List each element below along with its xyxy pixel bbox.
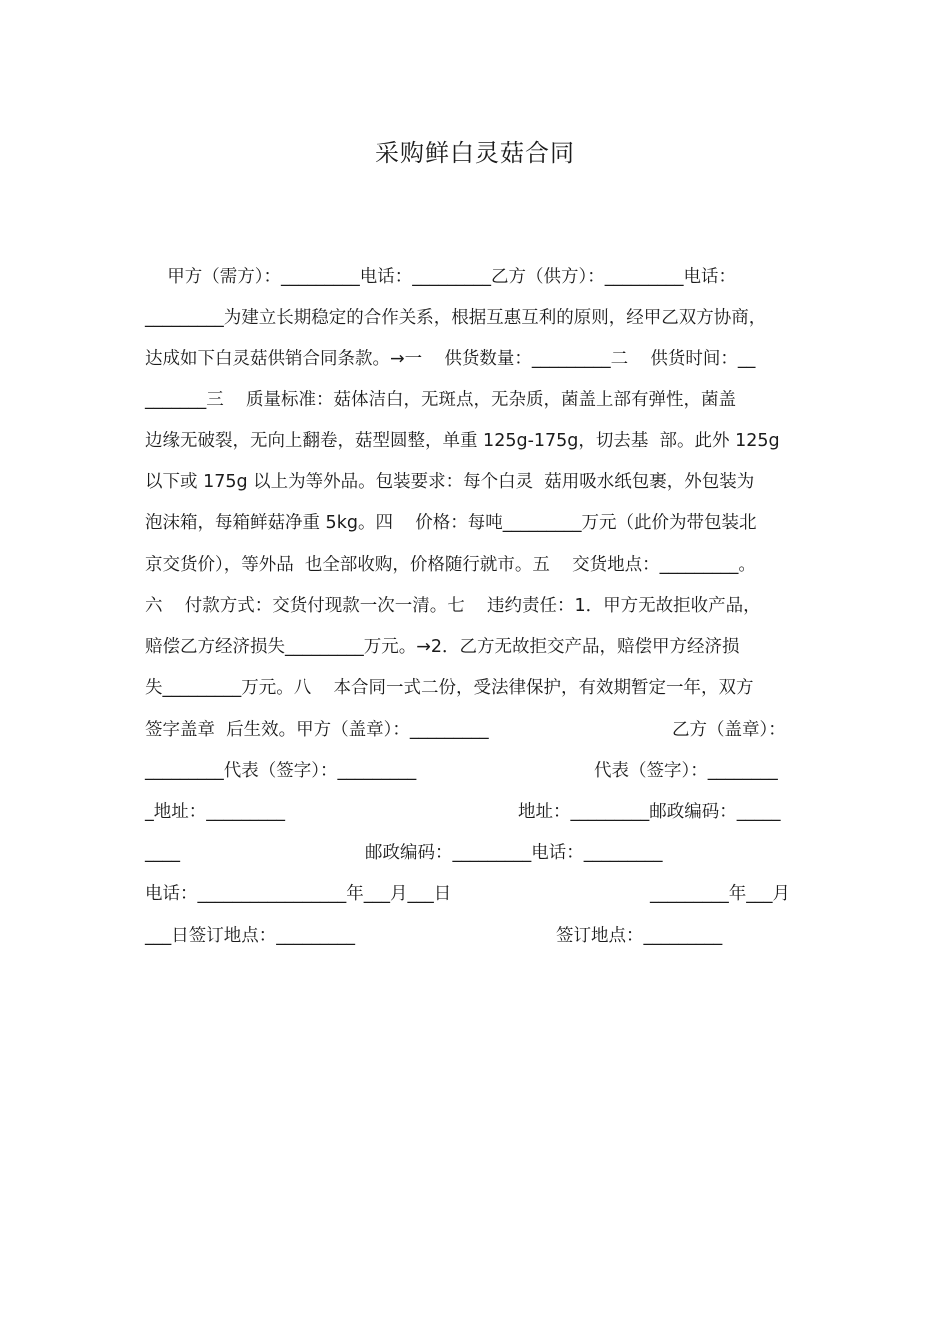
paragraph-line: 六 付款方式：交货付现款一次一清。七 违约责任：1．甲方无故拒收产品， [145, 596, 761, 616]
party-b-sign-location: 签订地点：_________ [556, 926, 723, 946]
paragraph-line: 京交货价），等外品 也全部收购，价格随行就市。五 交货地点：_________。 [145, 555, 756, 575]
paragraph-line: _________为建立长期稳定的合作关系，根据互惠互利的原则，经甲乙双方协商， [145, 308, 767, 328]
party-a-representative: _________代表（签字）：_________ [145, 761, 417, 781]
party-a-seal: 签字盖章 后生效。甲方（盖章）：_________ [145, 720, 489, 740]
paragraph-line: 赔偿乙方经济损失_________万元。→2．乙方无故拒交产品，赔偿甲方经济损 [145, 637, 740, 657]
party-a-phone-date: 电话：_________________年___月___日 [145, 884, 452, 904]
paragraph-line: 泡沫箱，每箱鲜菇净重 5kg。四 价格：每吨_________万元（此价为带包装北 [145, 513, 757, 533]
party-a-address: _地址：_________ [145, 802, 285, 822]
party-a-sign-location: ___日签订地点：_________ [145, 926, 355, 946]
paragraph-line: 甲方（需方）：_________电话：_________乙方（供方）：_________电话： [145, 267, 736, 287]
paragraph-line: 以下或 175g 以上为等外品。包装要求：每个白灵 菇用吸水纸包裹，外包装为 [145, 472, 755, 492]
party-a-postcode-tail: ____ [145, 843, 180, 863]
party-b-date: _________年___月 [650, 884, 790, 904]
party-b-seal: 乙方（盖章）： [672, 720, 786, 740]
paragraph-line: 失_________万元。八 本合同一式二份，受法律保护，有效期暂定一年，双方 [145, 678, 754, 698]
party-b-postcode-phone: 邮政编码：_________电话：_________ [365, 843, 663, 863]
paragraph-line: 边缘无破裂，无向上翻卷，菇型圆整，单重 125g-175g，切去基 部。此外 125g [145, 431, 780, 451]
page-title: 采购鲜白灵菇合同 [375, 139, 575, 167]
party-b-address: 地址：_________邮政编码：_____ [518, 802, 781, 822]
paragraph-line: 达成如下白灵菇供销合同条款。→一 供货数量：_________二 供货时间：__ [145, 349, 756, 369]
paragraph-line: _______三 质量标准：菇体洁白，无斑点，无杂质，菌盖上部有弹性，菌盖 [145, 390, 736, 410]
party-b-representative: 代表（签字）：________ [594, 761, 778, 781]
